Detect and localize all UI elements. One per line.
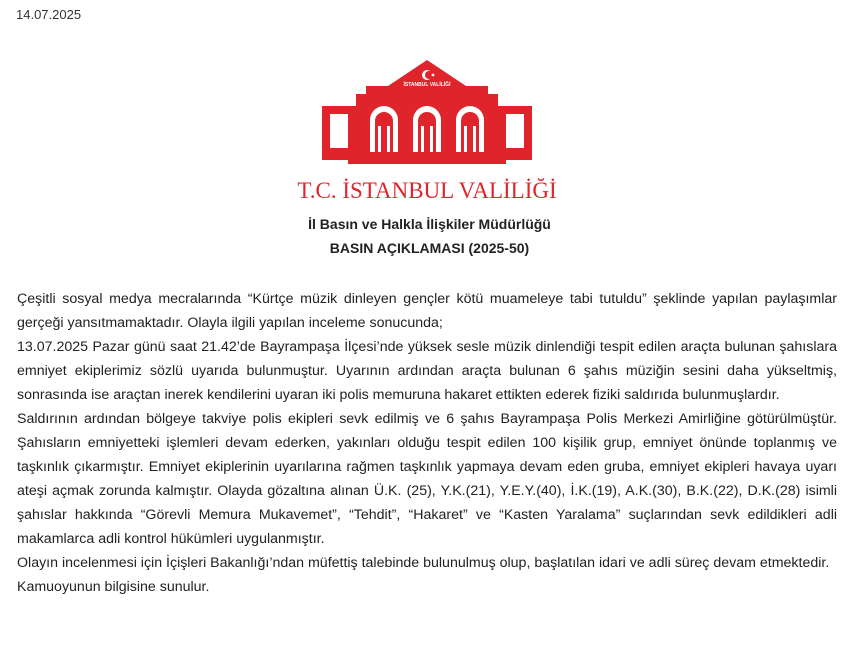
press-release-date: 14.07.2025 — [16, 7, 82, 22]
logo-caption: T.C. İSTANBUL VALİLİĞİ — [297, 178, 557, 203]
press-release-body — [17, 287, 837, 599]
istanbul-valiligi-logo — [297, 56, 557, 204]
department-name: İl Basın ve Halkla İlişkiler Müdürlüğü — [308, 216, 551, 232]
paragraph-4: Olayın incelenmesi için İçişleri Bakanlığı’ndan müfettiş talebinde bulunulmuş olup, başlatılan idari ve adli süreç devam etmektedir. — [17, 555, 830, 571]
paragraph-5: Kamuoyunun bilgisine sunulur. — [17, 579, 210, 595]
paragraph-1: Çeşitli sosyal medya mecralarında “Kürtçe müzik dinleyen gençler kötü muameleye tabi tutuldu” şeklinde yapılan paylaşımlar gerçeği yansıtmamaktadır. Olayla ilgili yapılan inceleme sonucunda; — [17, 291, 837, 331]
paragraph-2: 13.07.2025 Pazar günü saat 21.42’de Bayrampaşa İlçesi’nde yüksek sesle müzik dinlendiği tespit edilen araçta bulunan şahıslara emniyet ekiplerimiz sözlü uyarıda bulunmuştur. Uyarının ardından araçta bulunan 6 şahıs müziğin sesini daha yükseltmiş, sonrasında ise araçtan inerek kendilerini uyaran iki polis memuruna hakaret ettikten ederek fiziki saldırıda bulunmuşlardır. — [17, 339, 837, 403]
istanbul-valiligi-building-icon — [297, 56, 557, 204]
logo-sign-text: İSTANBUL VALİLİĞİ — [403, 82, 451, 88]
paragraph-3: Saldırının ardından bölgeye takviye polis ekipleri sevk edilmiş ve 6 şahıs Bayrampaşa Polis Merkezi Amirliğine götürülmüştür. Şahısların emniyetteki işlemleri devam ederken, yakınları olduğu tespit edilen 100 kişilik grup, emniyet önünde toplanmış ve taşkınlık çıkarmıştır. Emniyet ekiplerinin uyarılarına rağmen taşkınlık yapmaya devam eden gruba, emniyet ekipleri havaya uyarı ateşi açmak zorunda kalmıştır. Olayda gözaltına alınan Ü.K. (25), Y.K.(21), Y.E.Y.(40), İ.K.(19), A.K.(30), B.K.(22), D.K.(28) isimli şahıslar hakkında “Görevli Memura Mukavemet”, “Tehdit”, “Hakaret” ve “Kasten Yaralama” suçlarından sevk edildikleri adli makamlarca adli kontrol hükümleri uygulanmıştır. — [17, 411, 837, 547]
press-release-title: BASIN AÇIKLAMASI (2025-50) — [329, 240, 530, 256]
